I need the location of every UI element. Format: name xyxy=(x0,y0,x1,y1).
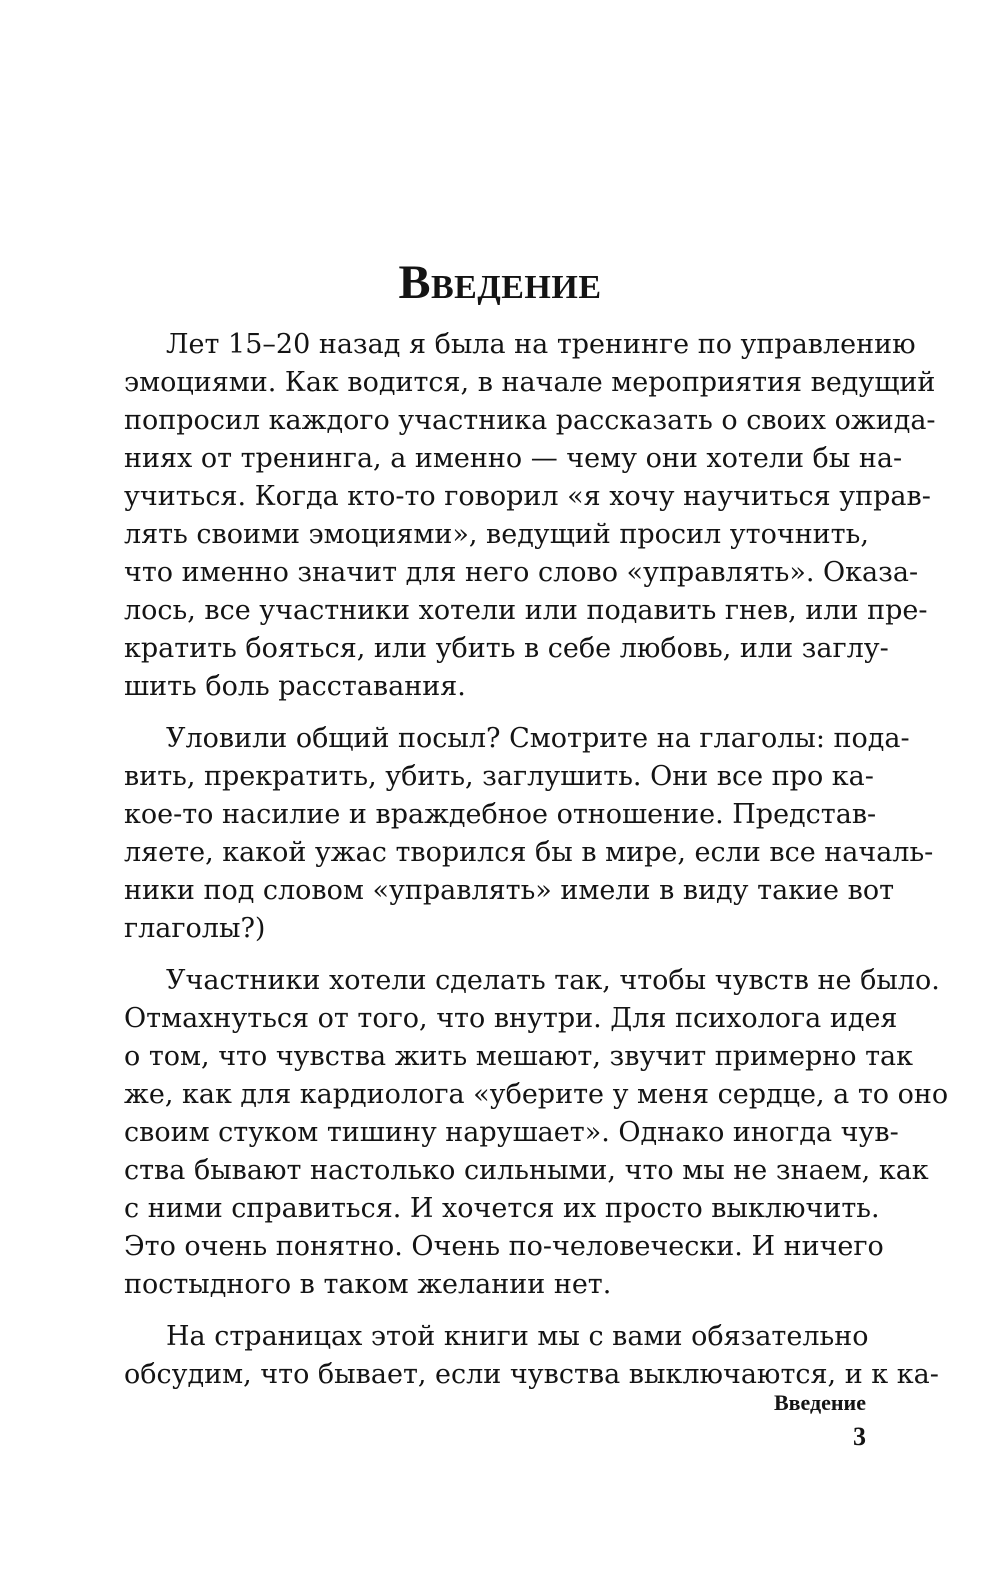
text-line: с ними справиться. И хочется их просто выключить. xyxy=(124,1193,880,1224)
chapter-title: Введение xyxy=(398,256,602,309)
text-line: эмоциями. Как водится, в начале мероприятия ведущий xyxy=(124,367,936,398)
text-line: кое-то насилие и враждебное отношение. Представ- xyxy=(124,799,877,830)
text-line: вить, прекратить, убить, заглушить. Они все про ка- xyxy=(124,761,874,792)
text-line: ства бывают настолько сильными, что мы не знаем, как xyxy=(124,1155,929,1186)
paragraph-2 xyxy=(124,720,934,948)
page-number: 3 xyxy=(853,1422,866,1451)
text-line: постыдного в таком желании нет. xyxy=(124,1269,612,1300)
text-line: кратить бояться, или убить в себе любовь, или заглу- xyxy=(124,633,889,664)
text-line: что именно значит для него слово «управлять». Оказа- xyxy=(124,557,919,588)
text-line: учиться. Когда кто-то говорил «я хочу научиться управ- xyxy=(124,481,931,512)
text-line: Отмахнуться от того, что внутри. Для психолога идея xyxy=(124,1003,898,1034)
text-line: же, как для кардиолога «уберите у меня сердце, а то оно xyxy=(124,1079,949,1110)
text-line: Лет 15–20 назад я была на тренинге по управлению xyxy=(166,329,916,360)
paragraph-3 xyxy=(124,962,949,1304)
text-line: Это очень понятно. Очень по-человечески. И ничего xyxy=(124,1231,884,1262)
text-line: Участники хотели сделать так, чтобы чувств не было. xyxy=(166,965,940,996)
running-title: Введение xyxy=(773,1390,866,1415)
text-line: шить боль расставания. xyxy=(124,671,466,702)
text-line: На страницах этой книги мы с вами обязательно xyxy=(166,1321,869,1352)
text-line: Уловили общий посыл? Смотрите на глаголы: пода- xyxy=(166,723,910,754)
paragraph-1 xyxy=(124,326,936,706)
text-line: обсудим, что бывает, если чувства выключаются, и к ка- xyxy=(124,1359,939,1390)
text-line: попросил каждого участника рассказать о своих ожида- xyxy=(124,405,936,436)
text-line: лось, все участники хотели или подавить гнев, или пре- xyxy=(124,595,928,626)
text-line: лять своими эмоциями», ведущий просил уточнить, xyxy=(124,519,869,550)
text-line: ниях от тренинга, а именно — чему они хотели бы на- xyxy=(124,443,903,474)
text-line: ники под словом «управлять» имели в виду такие вот xyxy=(124,875,895,906)
text-line: ляете, какой ужас творился бы в мире, если все началь- xyxy=(124,837,934,868)
text-line: о том, что чувства жить мешают, звучит примерно так xyxy=(124,1041,913,1072)
text-line: глаголы?) xyxy=(124,913,266,944)
paragraph-4 xyxy=(124,1318,939,1394)
text-line: своим стуком тишину нарушает». Однако иногда чув- xyxy=(124,1117,899,1148)
